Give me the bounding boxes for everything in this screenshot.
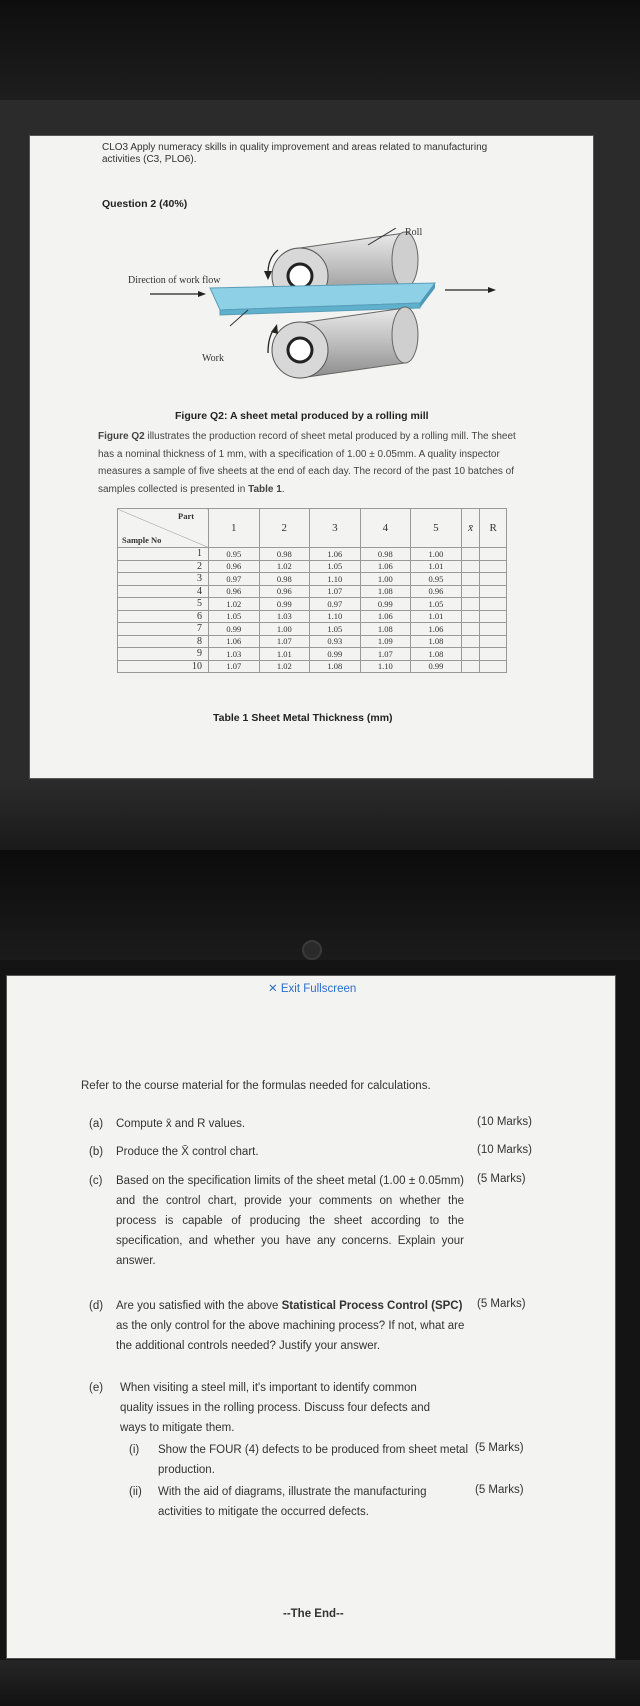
thickness-cell: 1.09 <box>360 635 411 648</box>
thickness-cell: 0.99 <box>360 598 411 611</box>
thickness-cell: 1.08 <box>411 648 462 661</box>
part-e-ii-label: (ii) <box>129 1486 142 1498</box>
col-header: 4 <box>360 509 411 548</box>
thickness-cell: 0.98 <box>360 548 411 561</box>
thickness-cell: 0.96 <box>209 560 260 573</box>
thickness-cell: 0.97 <box>310 598 361 611</box>
thickness-cell: 1.10 <box>310 573 361 586</box>
range-cell <box>480 648 507 661</box>
xbar-cell <box>461 623 480 636</box>
thickness-cell: 1.05 <box>310 623 361 636</box>
thickness-cell: 0.95 <box>209 548 260 561</box>
figure-caption: Figure Q2: A sheet metal produced by a rolling mill <box>175 410 429 422</box>
xbar-cell <box>461 573 480 586</box>
corner-sample-label: Sample No <box>122 535 162 545</box>
part-b-label: (b) <box>89 1146 104 1158</box>
sample-no-cell: 3 <box>118 573 209 586</box>
thickness-cell: 1.02 <box>209 598 260 611</box>
table-row <box>118 548 507 561</box>
col-header-xbar: x̄ <box>461 509 480 548</box>
thickness-cell: 1.06 <box>209 635 260 648</box>
thickness-cell: 1.07 <box>310 585 361 598</box>
range-cell <box>480 560 507 573</box>
table-body <box>118 548 507 673</box>
thickness-cell: 1.05 <box>209 610 260 623</box>
clo-statement: CLO3 Apply numeracy skills in quality improvement and areas related to manufacturing activities (C3, PLO6). <box>102 142 488 165</box>
part-c-label: (c) <box>89 1175 103 1187</box>
part-e-i-label: (i) <box>129 1444 140 1456</box>
range-cell <box>480 598 507 611</box>
part-c-marks: (5 Marks) <box>477 1173 526 1185</box>
laptop-bezel-top-1 <box>0 0 640 100</box>
part-a-text: Compute x̄ and R values. <box>116 1118 246 1130</box>
laptop-base-1 <box>0 780 640 850</box>
bottom-roll <box>272 307 418 378</box>
corner-part-label: Part <box>178 511 195 521</box>
thickness-cell: 1.10 <box>310 610 361 623</box>
thickness-cell: 0.96 <box>259 585 310 598</box>
thickness-cell: 0.99 <box>209 623 260 636</box>
end-marker: --The End-- <box>283 1608 344 1620</box>
thickness-cell: 0.98 <box>259 548 310 561</box>
exit-fullscreen-label: Exit Fullscreen <box>280 983 357 995</box>
sample-no-cell: 6 <box>118 610 209 623</box>
thickness-cell: 1.10 <box>360 660 411 673</box>
thickness-cell: 0.95 <box>411 573 462 586</box>
thickness-cell: 0.99 <box>310 648 361 661</box>
xbar-cell <box>461 560 480 573</box>
rolling-mill-diagram <box>120 228 510 403</box>
thickness-cell: 1.08 <box>411 635 462 648</box>
thickness-cell: 1.07 <box>209 660 260 673</box>
thickness-cell: 1.02 <box>259 660 310 673</box>
thickness-cell: 1.06 <box>360 560 411 573</box>
xbar-cell <box>461 610 480 623</box>
intro-text: Refer to the course material for the formulas needed for calculations. <box>81 1080 431 1092</box>
part-c-text: Based on the specification limits of the sheet metal (1.00 ± 0.05mm) and the control chart, provide your comments on whether the process is capable of producing the sheet according to the specification, and whether you have any concerns. Explain your answer. <box>116 1175 464 1267</box>
sample-no-cell: 10 <box>118 660 209 673</box>
thickness-cell: 1.00 <box>360 573 411 586</box>
table-row <box>118 598 507 611</box>
thickness-cell: 1.03 <box>259 610 310 623</box>
table-row <box>118 648 507 661</box>
roll-label: Roll <box>405 228 423 238</box>
part-b-text: Produce the X̄ control chart. <box>116 1146 259 1158</box>
xbar-cell <box>461 585 480 598</box>
table-caption: Table 1 Sheet Metal Thickness (mm) <box>213 712 393 724</box>
thickness-cell: 1.03 <box>209 648 260 661</box>
table-row <box>118 560 507 573</box>
part-a-marks: (10 Marks) <box>477 1116 532 1128</box>
range-cell <box>480 548 507 561</box>
sample-no-cell: 5 <box>118 598 209 611</box>
range-cell <box>480 573 507 586</box>
thickness-cell: 0.96 <box>411 585 462 598</box>
part-d-marks: (5 Marks) <box>477 1298 526 1310</box>
table-row <box>118 635 507 648</box>
sample-no-cell: 7 <box>118 623 209 636</box>
part-b-marks: (10 Marks) <box>477 1144 532 1156</box>
thickness-cell: 1.01 <box>411 610 462 623</box>
thickness-cell: 1.05 <box>310 560 361 573</box>
xbar-cell <box>461 598 480 611</box>
thickness-cell: 1.08 <box>360 585 411 598</box>
laptop-base-2 <box>0 1660 640 1706</box>
part-e-i-marks: (5 Marks) <box>475 1442 524 1454</box>
part-e-ii-text: With the aid of diagrams, illustrate the manufacturing activities to mitigate the occurred defects. <box>158 1486 427 1518</box>
table-row <box>118 660 507 673</box>
thickness-cell: 1.00 <box>259 623 310 636</box>
thickness-cell: 1.01 <box>259 648 310 661</box>
question-title: Question 2 (40%) <box>102 198 188 210</box>
thickness-cell: 1.00 <box>411 548 462 561</box>
thickness-cell: 1.07 <box>360 648 411 661</box>
thickness-cell: 0.97 <box>209 573 260 586</box>
thickness-cell: 1.06 <box>310 548 361 561</box>
work-label: Work <box>202 353 224 364</box>
sample-no-cell: 2 <box>118 560 209 573</box>
thickness-cell: 1.06 <box>411 623 462 636</box>
part-e-text: When visiting a steel mill, it's important to identify common quality issues in the rolling process. Discuss four defects and ways to mitigate them. <box>120 1382 431 1434</box>
col-header: 1 <box>209 509 260 548</box>
table-header-row <box>118 509 507 548</box>
sample-no-cell: 1 <box>118 548 209 561</box>
table-row <box>118 585 507 598</box>
col-header: 2 <box>259 509 310 548</box>
xbar-cell <box>461 635 480 648</box>
thickness-cell: 0.93 <box>310 635 361 648</box>
sample-no-cell: 8 <box>118 635 209 648</box>
xbar-cell <box>461 660 480 673</box>
table-row <box>118 610 507 623</box>
sample-no-cell: 9 <box>118 648 209 661</box>
part-e-ii-marks: (5 Marks) <box>475 1484 524 1496</box>
webcam-icon <box>302 940 322 960</box>
thickness-cell: 1.07 <box>259 635 310 648</box>
range-cell <box>480 623 507 636</box>
thickness-cell: 0.99 <box>259 598 310 611</box>
range-cell <box>480 585 507 598</box>
xbar-cell <box>461 648 480 661</box>
part-e-i-text: Show the FOUR (4) defects to be produced from sheet metal production. <box>158 1444 469 1476</box>
exit-fullscreen-icon: ✕ <box>268 983 278 995</box>
col-header: 5 <box>411 509 462 548</box>
range-cell <box>480 635 507 648</box>
exit-fullscreen-button[interactable] <box>268 981 356 995</box>
col-header-range: R <box>480 509 507 548</box>
range-cell <box>480 660 507 673</box>
thickness-cell: 1.05 <box>411 598 462 611</box>
thickness-cell: 0.99 <box>411 660 462 673</box>
thickness-cell: 1.08 <box>310 660 361 673</box>
flow-label: Direction of work flow <box>128 275 221 286</box>
thickness-cell: 1.06 <box>360 610 411 623</box>
thickness-cell: 1.08 <box>360 623 411 636</box>
xbar-cell <box>461 548 480 561</box>
thickness-cell: 1.02 <box>259 560 310 573</box>
part-e-label: (e) <box>89 1382 104 1394</box>
thickness-table <box>117 508 507 673</box>
part-a-label: (a) <box>89 1118 104 1130</box>
sample-no-cell: 4 <box>118 585 209 598</box>
col-header: 3 <box>310 509 361 548</box>
thickness-cell: 1.01 <box>411 560 462 573</box>
thickness-cell: 0.98 <box>259 573 310 586</box>
part-d-label: (d) <box>89 1300 104 1312</box>
thickness-cell: 0.96 <box>209 585 260 598</box>
part-d-text: Are you satisfied with the above Statistical Process Control (SPC) as the only control for the above machining process? If not, what are the additional controls needed? Justify your answer. <box>116 1300 465 1352</box>
intro-paragraph: Figure Q2 illustrates the production record of sheet metal produced by a rolling mill. The sheet has a nominal thickness of 1 mm, with a specification of 1.00 ± 0.05mm. A quality inspector measures a sample of five sheets at the end of each day. The record of the past 10 batches of samples collected is presented in Table 1. <box>98 431 516 495</box>
table-row <box>118 573 507 586</box>
range-cell <box>480 610 507 623</box>
table-row <box>118 623 507 636</box>
table-corner-cell <box>118 509 209 548</box>
